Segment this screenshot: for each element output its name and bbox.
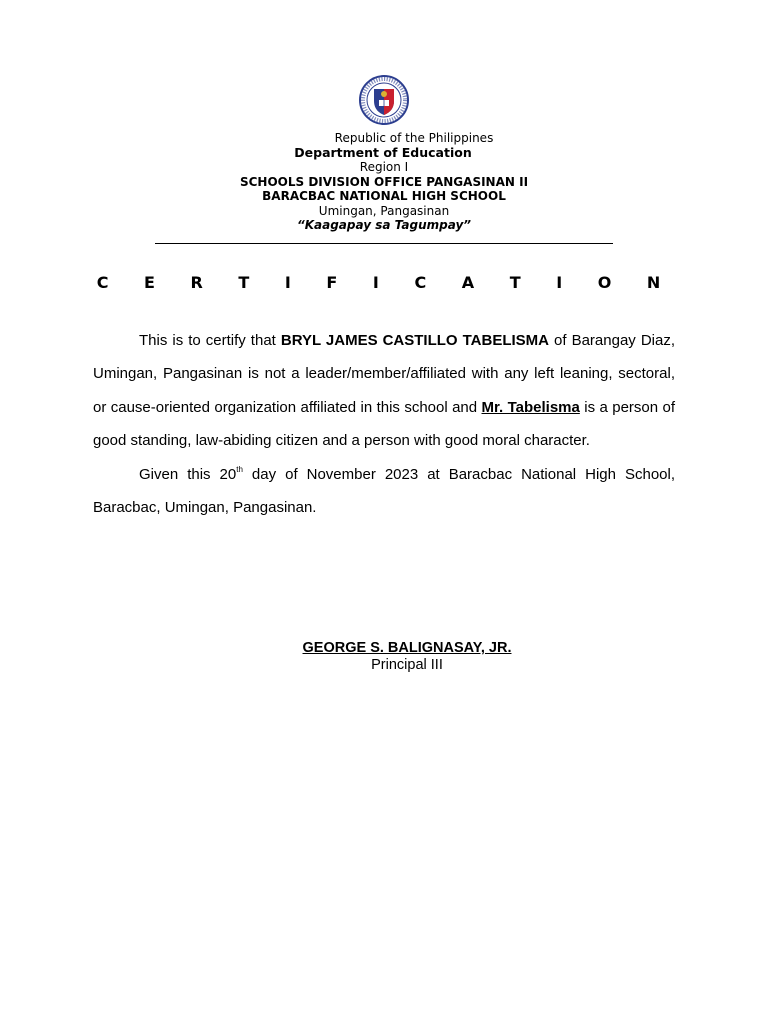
deped-seal-icon [352, 74, 416, 126]
republic-line: Republic of the Philippines [334, 131, 494, 145]
division-line: SCHOOLS DIVISION OFFICE PANGASINAN II [239, 174, 529, 189]
paragraph-text: of Barangay Diaz, Umingan, Pangasinan is not a leader/member/affiliated with any left leaning, sectoral, or cause-oriented organization affiliated in this school and [93, 332, 676, 416]
school-name: BARACBAC NATIONAL HIGH SCHOOL [262, 189, 506, 203]
paragraph-text: This is to certify that [139, 332, 281, 349]
letterhead [0, 131, 768, 233]
signatory-position: Principal III [371, 657, 443, 673]
document-title: C E R T I F I C A T I O N [96, 273, 676, 292]
region-line: Region I [359, 160, 409, 174]
signatory-name: GEORGE S. BALIGNASAY, JR. [302, 640, 512, 656]
student-honorific-name: Mr. Tabelisma [481, 398, 580, 416]
certification-paragraph [93, 324, 675, 458]
school-address: Umingan, Pangasinan [318, 203, 450, 218]
department-line: Department of Education [294, 144, 472, 160]
letterhead-divider [155, 243, 613, 244]
paragraph-text: is a person of good standing, law-abiding citizen and a person with good moral character. [93, 398, 675, 450]
school-motto: “Kaagapay sa Tagumpay” [296, 218, 471, 232]
certification-body [93, 324, 675, 524]
ordinal-suffix: th [236, 464, 243, 474]
paragraph-text: day of November 2023 at Baracbac National High School, Baracbac, Umingan, Pangasinan. [93, 465, 676, 517]
signatory-block [0, 640, 768, 674]
paragraph-text: Given this 20 [139, 465, 237, 483]
student-name: BRYL JAMES CASTILLO TABELISMA [280, 332, 550, 349]
date-paragraph [93, 458, 675, 525]
